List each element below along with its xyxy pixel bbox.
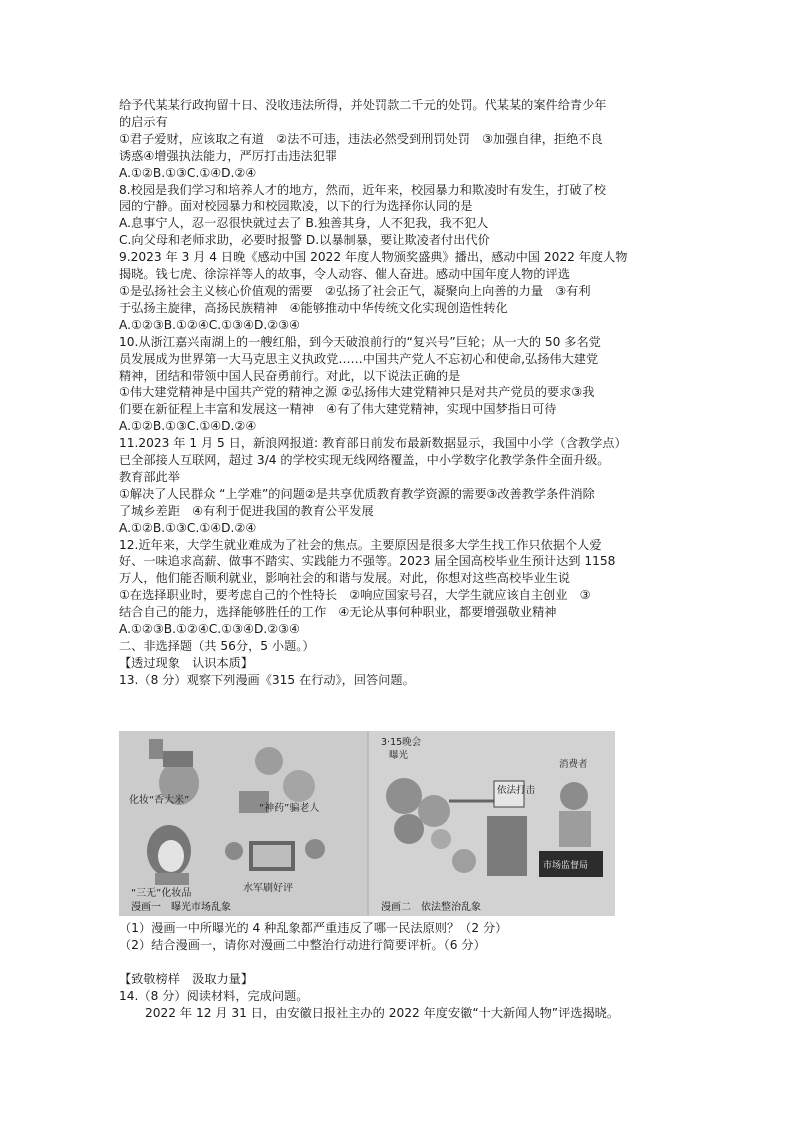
comic-two-caption: 漫画二 依法整治乱象 [381, 902, 481, 913]
blank-line [119, 954, 689, 971]
text-line: A.①②B.①③C.①④D.②④ [119, 419, 257, 434]
text-line: A.①②③B.①②④C.①③④D.②③④ [119, 317, 300, 332]
question-13-prompt: 13.（8 分）观察下列漫画《315 在行动》，回答问题。 [119, 672, 415, 687]
text-line: ①解决了人民群众 “上学难”的问题②是共享优质教育教学资源的需要③改善教学条件消除 [119, 486, 595, 501]
text-line: 给予代某某行政拘留十日、没收违法所得，并处罚款二千元的处罚。代某某的案件给青少年 [119, 98, 607, 112]
text-line: 12.近年来，大学生就业难成为了社会的焦点。主要原因是很多大学生找工作只依据个人爱 [119, 537, 602, 552]
questions-text [119, 97, 689, 689]
section-heading: 二、非选择题（共 56分，5 小题。） [119, 639, 315, 653]
consumer-drawing [559, 782, 591, 847]
text-line: 园的宁静。面对校园暴力和校园欺凌，以下的行为选择你认同的是 [119, 199, 473, 214]
sub-question-2: （2）结合漫画一，请你对漫画二中整治行动进行简要评析。（6 分） [119, 937, 486, 952]
question-14-material: 2022 年 12 月 31 日，由安徽日报社主办的 2022 年度安徽“十大新闻人物”评选揭晓。 [145, 1005, 620, 1020]
text-line: A.①②B.①③C.①④D.②④ [119, 165, 257, 180]
comic-figure [119, 731, 615, 916]
label-cosmetics: “三无”化妆品 [131, 888, 192, 899]
question-14-prompt: 14.（8 分）阅读材料，完成问题。 [119, 988, 309, 1003]
text-line: 好、一味追求高薪、做事不踏实、实践能力不强等。2023 届全国高校毕业生预计达到 1158 [119, 554, 616, 569]
label-medicine: “神药”骗老人 [259, 803, 320, 814]
text-line: 9.2023 年 3 月 4 日晚《感动中国 2022 年度人物颁奖盛典》播出，感动中国 2022 年度人物 [119, 250, 628, 265]
text-line: 们要在新征程上丰富和发展这一精神 ④有了伟大建党精神，实现中国梦指日可待 [119, 402, 557, 417]
comic-one-caption: 漫画一 曝光市场乱象 [131, 902, 231, 913]
text-line: ①在选择职业时，要考虑自己的个性特长 ②响应国家号召，大学生就应该自主创业 ③ [119, 588, 591, 603]
text-line: 教育部此举 [119, 469, 180, 484]
sub-question-1: （1）漫画一中所曝光的 4 种乱象都严重违反了哪一民法原则？（2 分） [119, 921, 508, 935]
label-reviews: 水军刷好评 [243, 883, 293, 894]
text-line: 员发展成为世界第一大马克思主义执政党……中国共产党人不忘初心和使命,弘扬伟大建党 [119, 351, 599, 366]
text-line: C.向父母和老师求助，必要时报警 D.以暴制暴，要让欺凌者付出代价 [119, 233, 490, 248]
text-line: 了城乡差距 ④有利于促进我国的教育公平发展 [119, 503, 374, 518]
text-line: ①伟大建党精神是中国共产党的精神之源 ②弘扬伟大建党精神只是对共产党员的要求③我 [119, 385, 595, 400]
label-consumer: 消费者 [559, 759, 588, 770]
text-line: ①君子爱财，应该取之有道 ②法不可违，违法必然受到刑罚处罚 ③加强自律，拒绝不良 [119, 131, 603, 146]
text-line: 于弘扬主旋律，高扬民族精神 ④能够推动中华传统文化实现创造性转化 [119, 300, 508, 315]
text-line: 已全部接人互联网，超过 3/4 的学校实现无线网络覆盖，中小学数字化教学条件全面升级。 [119, 453, 610, 468]
label-gala: 3·15晚会 [381, 737, 422, 748]
text-line: A.息事宁人，忍一忍很快就过去了 B.独善其身，人不犯我，我不犯人 [119, 216, 489, 231]
subsection-heading: 【透过现象 认识本质】 [119, 655, 254, 670]
text-line: 精神，团结和带领中国人民奋勇前行。对此，以下说法正确的是 [119, 368, 461, 383]
text-line: ①是弘扬社会主义核心价值观的需要 ②弘扬了社会正气，凝聚向上向善的力量 ③有利 [119, 283, 591, 298]
text-line: A.①②B.①③C.①④D.②④ [119, 520, 257, 535]
text-line: 结合自己的能力，选择能够胜任的工作 ④无论从事何种职业，都要增强敬业精神 [119, 605, 557, 620]
subsection-heading-2: 【致敬榜样 汲取力量】 [119, 971, 254, 986]
text-line: 的启示有 [119, 114, 168, 129]
text-line: 诱惑④增强执法能力，严厉打击违法犯罪 [119, 148, 338, 163]
text-line: 揭晓。钱七虎、徐淙祥等人的故事，令人动容、催人奋进。感动中国年度人物的评选 [119, 267, 570, 282]
text-line: 11.2023 年 1 月 5 日，新浪网报道: 教育部日前发布最新数据显示，我国中小学（含教学点） [119, 436, 627, 451]
text-line: A.①②③B.①②④C.①③④D.②③④ [119, 622, 300, 637]
questions-text-lower [119, 920, 689, 1021]
label-law-sign: 依法打击 [497, 785, 536, 796]
label-expose: 曝光 [389, 750, 409, 761]
text-line: 10.从浙江嘉兴南湖上的一艘红船，到今天破浪前行的“复兴号”巨轮；从一大的 50 多名党 [119, 334, 601, 349]
text-line: 万人，他们能否顺利就业，影响社会的和谐与发展。对此，你想对这些高校毕业生说 [119, 571, 570, 586]
label-bureau: 市场监督局 [543, 861, 589, 871]
text-line: 8.校园是我们学习和培养人才的地方，然而，近年来，校园暴力和欺凌时有发生，打破了校 [119, 182, 606, 197]
label-makeup-rice: 化妆“香大米” [129, 795, 190, 806]
